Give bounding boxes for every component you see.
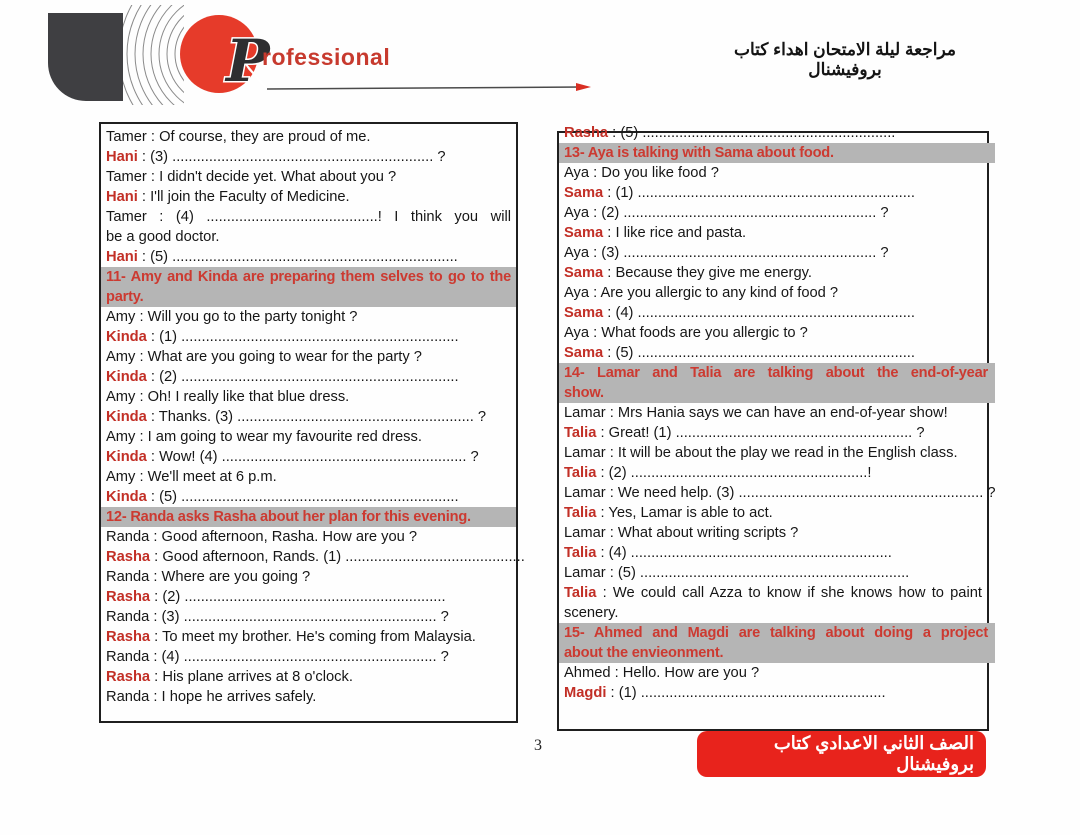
speaker-name: Talia — [564, 505, 597, 521]
dialogue-line — [106, 527, 511, 547]
dialogue-line — [106, 247, 511, 267]
dialogue-line — [106, 207, 511, 227]
section-heading — [559, 143, 995, 163]
dialogue-line — [106, 307, 511, 327]
speaker-name: Talia — [564, 585, 597, 601]
dialogue-line — [564, 163, 982, 183]
speaker-name: Tamer — [106, 129, 147, 145]
dialogue-line — [106, 547, 525, 567]
speaker-name: Randa — [106, 529, 150, 545]
speaker-colon-separator: : — [149, 529, 162, 545]
speaker-colon-separator: : — [146, 129, 160, 145]
speaker-name: Randa — [106, 649, 150, 665]
speaker-colon-separator: : — [150, 589, 163, 605]
dialogue-text: Good afternoon, Rasha. How are you ? — [161, 529, 418, 545]
speaker-colon-separator: : — [596, 425, 609, 441]
speaker-name: Tamer — [106, 169, 147, 185]
dialogue-line — [564, 583, 982, 603]
dialogue-text: To meet my brother. He's coming from Malaysia. — [162, 629, 476, 645]
brand-initial: P — [226, 27, 270, 95]
dialogue-line — [564, 523, 982, 543]
speaker-colon-separator: : — [149, 689, 162, 705]
speaker-name: Amy — [106, 469, 136, 485]
dialogue-text: It will be about the play we read in the English class. — [617, 445, 958, 461]
dialogue-text: (5) .................................................................. — [617, 565, 910, 581]
dialogue-line — [106, 147, 511, 167]
section-heading-line: 13- Aya is talking with Sama about food. — [564, 145, 834, 161]
speaker-name: Aya — [564, 165, 590, 181]
dialogue-text: Mrs Hania says we can have an end-of-year show! — [617, 405, 948, 421]
section-heading-line: about the envieonment. — [564, 645, 724, 661]
speaker-name: Kinda — [106, 329, 147, 345]
speaker-name: Hani — [106, 249, 138, 265]
dialogue-text: (2) ................................................................ — [162, 589, 446, 605]
speaker-colon-separator: : — [135, 389, 148, 405]
dialogue-text: Good afternoon, Rands. (1) ............................................ — [162, 549, 525, 565]
dialogue-text: (2) .............................................................. ? — [601, 205, 889, 221]
dialogue-line — [106, 427, 511, 447]
speaker-name: Hani — [106, 189, 138, 205]
dialogue-text: We'll meet at 6 p.m. — [147, 469, 277, 485]
speaker-name: Aya — [564, 245, 590, 261]
speaker-name: Magdi — [564, 685, 607, 701]
speaker-colon-separator: : — [605, 445, 618, 461]
speaker-colon-separator: : — [146, 489, 160, 505]
speaker-name: Talia — [564, 465, 597, 481]
dialogue-text: I like rice and pasta. — [615, 225, 747, 241]
underline-arrow-icon — [576, 83, 591, 91]
dialogue-text: Thanks. (3) .......................................................... ? — [158, 409, 487, 425]
section-heading-line: 14- Lamar and Talia are talking about the end-of-year — [564, 365, 988, 381]
dialogue-text: Because they give me energy. — [615, 265, 812, 281]
speaker-name: Sama — [564, 185, 604, 201]
dialogue-line — [106, 647, 511, 667]
grade-banner-text: الصف الثاني الاعدادي كتاب بروفيشنال — [773, 733, 974, 774]
speaker-colon-separator: : — [135, 469, 148, 485]
speaker-name: Rasha — [106, 549, 151, 565]
dialogue-line — [564, 263, 982, 283]
dialogue-line — [564, 303, 982, 323]
speaker-colon-separator: : — [146, 369, 160, 385]
dialogue-line — [564, 223, 982, 243]
dialogue-line — [106, 587, 511, 607]
speaker-colon-separator: : — [135, 429, 148, 445]
speaker-colon-separator: : — [603, 345, 616, 361]
dialogue-line — [564, 323, 982, 343]
dialogue-text: (5) ...................................................................... — [150, 249, 458, 265]
speaker-colon-separator: : — [596, 505, 609, 521]
dialogue-text: Do you like food ? — [601, 165, 719, 181]
dialogue-line — [106, 667, 511, 687]
brand-wordmark: rofessional — [262, 44, 391, 70]
speaker-colon-separator: : — [596, 545, 609, 561]
dialogue-text: His plane arrives at 8 o'clock. — [162, 669, 353, 685]
section-heading — [559, 623, 995, 663]
speaker-colon-separator: : — [589, 285, 601, 301]
dialogue-text: (1) .................................................................... — [159, 329, 459, 345]
speaker-name: Amy — [106, 309, 136, 325]
speaker-name: Kinda — [106, 489, 147, 505]
dialogue-line — [564, 443, 982, 463]
dialogue-text: scenery. — [564, 605, 619, 621]
dialogue-line — [564, 663, 982, 683]
dialogue-line — [106, 467, 511, 487]
speaker-name: Sama — [564, 345, 604, 361]
speaker-name: Aya — [564, 285, 590, 301]
dialogue-line — [564, 423, 982, 443]
dialogue-text: I hope he arrives safely. — [161, 689, 317, 705]
dialogue-text: What about writing scripts ? — [617, 525, 799, 541]
speaker-name: Lamar — [564, 405, 606, 421]
speaker-colon-separator: : — [149, 569, 162, 585]
speaker-name: Rasha — [106, 589, 151, 605]
dialogue-text: Will you go to the party tonight ? — [147, 309, 358, 325]
speaker-name: Rasha — [106, 629, 151, 645]
speaker-name: Hani — [106, 149, 138, 165]
dialogue-line — [564, 463, 982, 483]
dialogue-text: Yes, Lamar is able to act. — [608, 505, 773, 521]
speaker-name: Kinda — [106, 409, 147, 425]
dialogue-text: (2) .................................................................... — [159, 369, 459, 385]
section-heading-line: party. — [106, 289, 144, 305]
speaker-colon-separator: : — [603, 305, 616, 321]
speaker-colon-separator: : — [589, 165, 602, 181]
section-heading — [101, 507, 516, 527]
speaker-colon-separator: : — [135, 309, 148, 325]
dialogue-text: Wow! (4) ............................................................ ? — [159, 449, 479, 465]
speaker-colon-separator: : — [149, 609, 162, 625]
dialogue-text: (4) .............................................................. ? — [161, 649, 449, 665]
dialogue-text: (4) .................................................................... — [615, 305, 915, 321]
dialogue-text: Hello. How are you ? — [622, 665, 760, 681]
speaker-name: Lamar — [564, 525, 606, 541]
dialogue-text: We need help. (3) ............................................................ ? — [617, 485, 996, 501]
dialogue-line — [564, 343, 982, 363]
dialogue-line — [106, 407, 511, 427]
dialogue-text: Of course, they are proud of me. — [159, 129, 371, 145]
speaker-colon-separator: : — [605, 525, 618, 541]
speaker-colon-separator: : — [146, 409, 159, 425]
dialogue-line — [106, 127, 511, 147]
speaker-name: Aya — [564, 325, 590, 341]
speaker-colon-separator: : — [610, 665, 623, 681]
dialogue-line — [106, 687, 511, 707]
speaker-colon-separator: : — [150, 549, 163, 565]
speaker-name: Kinda — [106, 369, 147, 385]
speaker-name: Randa — [106, 569, 150, 585]
dialogue-text: Where are you going ? — [161, 569, 311, 585]
speaker-colon-separator: : — [605, 405, 618, 421]
dialogue-line — [106, 347, 511, 367]
section-heading — [559, 363, 995, 403]
speaker-colon-separator: : — [596, 585, 613, 601]
speaker-name: Aya — [564, 205, 590, 221]
speaker-colon-separator: : — [606, 685, 619, 701]
speaker-colon-separator: : — [146, 449, 160, 465]
dialogue-line — [106, 167, 511, 187]
dialogue-text: Great! (1) .......................................................... ? — [608, 425, 925, 441]
speaker-name: Ahmed — [564, 665, 611, 681]
dialogue-line — [106, 387, 511, 407]
dialogue-box-left — [99, 122, 525, 723]
speaker-name: Lamar — [564, 485, 606, 501]
dialogue-line — [106, 187, 511, 207]
dialogue-text: What foods are you allergic to ? — [601, 325, 808, 341]
dialogue-text: (5) .................................................................... — [615, 345, 915, 361]
speaker-name: Randa — [106, 689, 150, 705]
speaker-colon-separator: : — [596, 465, 609, 481]
logo-dark-shape — [48, 13, 123, 101]
speaker-colon-separator: : — [137, 149, 151, 165]
section-heading-line: show. — [564, 385, 604, 401]
speaker-name: Amy — [106, 349, 136, 365]
dialogue-text: be a good doctor. — [106, 229, 220, 245]
dialogue-line — [564, 183, 982, 203]
professional-logo — [40, 5, 600, 110]
dialogue-line — [564, 403, 982, 423]
dialogue-text: Are you allergic to any kind of food ? — [600, 285, 839, 301]
speaker-name: Tamer — [106, 209, 147, 225]
speaker-name: Randa — [106, 609, 150, 625]
dialogue-line — [106, 567, 511, 587]
speaker-name: Rasha — [106, 669, 151, 685]
dialogue-line — [106, 607, 511, 627]
speaker-name: Sama — [564, 225, 604, 241]
dialogue-line — [564, 483, 996, 503]
dialogue-line — [106, 487, 511, 507]
logo-underline — [267, 87, 583, 89]
speaker-name: Rasha — [564, 125, 609, 141]
speaker-colon-separator: : — [137, 189, 151, 205]
dialogue-line — [564, 243, 982, 263]
speaker-name: Kinda — [106, 449, 147, 465]
speaker-name: Lamar — [564, 565, 606, 581]
dialogue-line-continuation — [106, 227, 511, 247]
dialogue-text: I am going to wear my favourite red dress. — [147, 429, 422, 445]
dialogue-line — [564, 283, 982, 303]
speaker-colon-separator: : — [137, 249, 151, 265]
dialogue-text: I'll join the Faculty of Medicine. — [150, 189, 350, 205]
dialogue-line — [106, 627, 511, 647]
speaker-colon-separator: : — [603, 265, 616, 281]
dialogue-line — [106, 327, 511, 347]
speaker-name: Sama — [564, 265, 604, 281]
dialogue-box-right — [557, 125, 996, 731]
speaker-colon-separator: : — [149, 649, 162, 665]
speaker-colon-separator: : — [603, 185, 616, 201]
dialogue-text: What are you going to wear for the party ? — [147, 349, 422, 365]
speaker-name: Lamar — [564, 445, 606, 461]
section-heading-line: 11- Amy and Kinda are preparing them selves to go to the — [106, 269, 511, 285]
section-heading — [101, 267, 516, 307]
section-heading-line: 12- Randa asks Rasha about her plan for this evening. — [106, 509, 471, 525]
speaker-colon-separator: : — [589, 205, 602, 221]
dialogue-text: (1) ............................................................ — [618, 685, 886, 701]
dialogue-text: (5) .............................................................. — [620, 125, 896, 141]
dialogue-line-continuation — [564, 603, 982, 623]
dialogue-text: Oh! I really like that blue dress. — [147, 389, 350, 405]
speaker-name: Sama — [564, 305, 604, 321]
dialogue-line — [564, 503, 982, 523]
dialogue-text: (3) .............................................................. ? — [161, 609, 449, 625]
dialogue-text: (3) .............................................................. ? — [601, 245, 889, 261]
speaker-name: Amy — [106, 429, 136, 445]
section-heading-line: 15- Ahmed and Magdi are talking about doing a project — [564, 625, 988, 641]
speaker-colon-separator: : — [146, 209, 176, 225]
dialogue-line — [564, 563, 982, 583]
speaker-colon-separator: : — [608, 125, 621, 141]
dialogue-text: We could call Azza to know if she knows how to paint — [612, 585, 982, 601]
speaker-colon-separator: : — [150, 629, 163, 645]
dialogue-text: (1) .................................................................... — [615, 185, 915, 201]
dialogue-text: (5) .................................................................... — [159, 489, 459, 505]
dialogue-line — [564, 203, 982, 223]
page-number: 3 — [534, 737, 542, 754]
dialogue-line — [564, 123, 982, 143]
dialogue-line — [564, 683, 982, 703]
dialogue-text: (4) ................................................................ — [608, 545, 892, 561]
speaker-colon-separator: : — [146, 329, 160, 345]
dialogue-line — [106, 447, 511, 467]
dialogue-text: (4) ..........................................! I think you will — [175, 209, 511, 225]
grade-banner — [697, 731, 986, 777]
speaker-colon-separator: : — [150, 669, 163, 685]
dialogue-text: (3) ................................................................ ? — [150, 149, 446, 165]
header-title-arabic: مراجعة ليلة الامتحان اهداء كتاب بروفيشنال — [733, 40, 956, 79]
speaker-colon-separator: : — [589, 325, 602, 341]
dialogue-text: I didn't decide yet. What about you ? — [159, 169, 397, 185]
speaker-colon-separator: : — [135, 349, 148, 365]
speaker-name: Talia — [564, 545, 597, 561]
dialogue-line — [106, 367, 511, 387]
speaker-name: Talia — [564, 425, 597, 441]
speaker-name: Amy — [106, 389, 136, 405]
speaker-colon-separator: : — [589, 245, 602, 261]
dialogue-text: (2) ..........................................................! — [608, 465, 872, 481]
dialogue-line — [564, 543, 982, 563]
speaker-colon-separator: : — [146, 169, 160, 185]
speaker-colon-separator: : — [605, 485, 618, 501]
speaker-colon-separator: : — [603, 225, 616, 241]
speaker-colon-separator: : — [605, 565, 618, 581]
